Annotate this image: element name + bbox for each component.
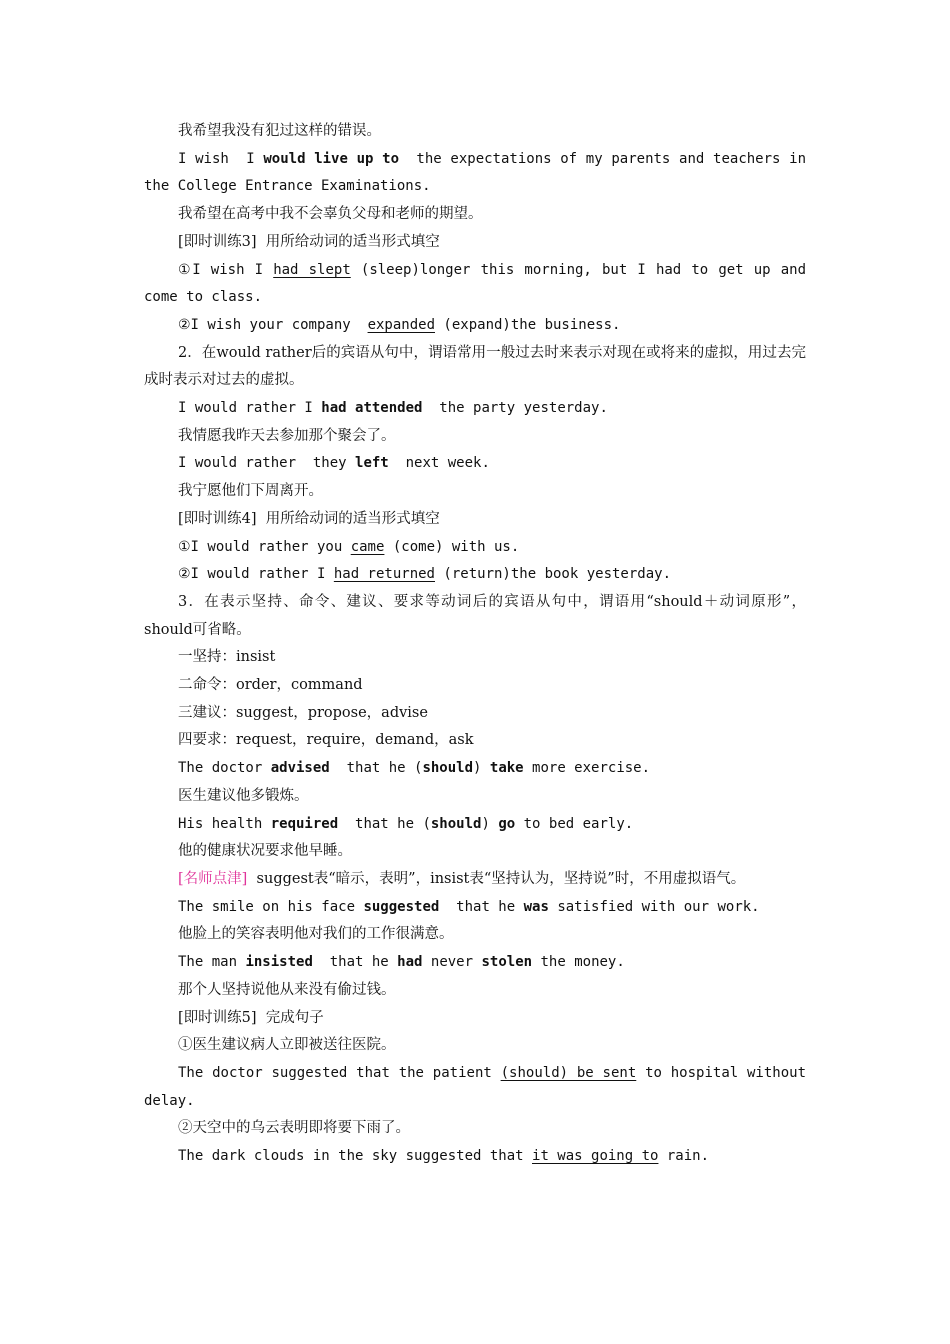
key-phrase: left bbox=[355, 455, 389, 472]
exercise-prompt: ②天空中的乌云表明即将要下雨了。 bbox=[178, 1120, 410, 1137]
translation-line: 他脸上的笑容表明他对我们的工作很满意。 bbox=[178, 926, 454, 943]
exercise-item: ①I wish I had slept (sleep)longer this morning, but I had to get up and come to class. bbox=[144, 261, 815, 306]
key-word: advised bbox=[270, 760, 330, 777]
translation-line: 我宁愿他们下周离开。 bbox=[178, 483, 323, 500]
verb-list-line: 一坚持：insist bbox=[178, 649, 276, 666]
exercise-item: The dark clouds in the sky suggested that it was going to rain. bbox=[178, 1148, 710, 1165]
exercise-item: The doctor suggested that the patient (should) be sent to hospital without delay. bbox=[144, 1064, 815, 1109]
key-word: suggested bbox=[363, 898, 440, 915]
exercise-heading: [即时训练3] 用所给动词的适当形式填空 bbox=[178, 233, 440, 250]
translation-line: 医生建议他多锻炼。 bbox=[178, 787, 309, 804]
example-sentence: I would rather I had attended the party yesterday. bbox=[178, 400, 608, 417]
key-word: insisted bbox=[245, 954, 313, 971]
answer-blank: expanded bbox=[367, 316, 435, 333]
key-word: go bbox=[498, 815, 516, 832]
key-word: should bbox=[422, 760, 474, 777]
teacher-tip: [名师点津] suggest表“暗示，表明”，insist表“坚持认为，坚持说”时，不用虚拟语气。 bbox=[178, 870, 746, 887]
grammar-rule: 3．在表示坚持、命令、建议、要求等动词后的宾语从句中，谓语用“should＋动词原形”，should可省略。 bbox=[144, 593, 806, 638]
example-sentence: The man insisted that he had never stolen the money. bbox=[178, 954, 625, 971]
key-phrase: had attended bbox=[321, 400, 423, 417]
exercise-heading: [即时训练5] 完成句子 bbox=[178, 1009, 324, 1026]
answer-blank: came bbox=[350, 538, 385, 555]
example-sentence: His health required that he (should) go to bed early. bbox=[178, 815, 634, 832]
key-word: should bbox=[430, 815, 482, 832]
translation-line: 他的健康状况要求他早睡。 bbox=[178, 843, 352, 860]
translation-line: 我情愿我昨天去参加那个聚会了。 bbox=[178, 427, 396, 444]
exercise-item: ②I would rather I had returned (return)the book yesterday. bbox=[178, 566, 672, 583]
translation-line: 我希望在高考中我不会辜负父母和老师的期望。 bbox=[178, 206, 483, 223]
example-sentence: I wish I would live up to the expectations of my parents and teachers in the College Entrance Examinations. bbox=[144, 150, 815, 195]
answer-blank: it was going to bbox=[532, 1148, 659, 1165]
exercise-item: ②I wish your company expanded (expand)the business. bbox=[178, 316, 621, 333]
answer-blank: had slept bbox=[273, 261, 351, 278]
verb-list-line: 三建议：suggest，propose，advise bbox=[178, 704, 428, 721]
key-phrase: would live up to bbox=[263, 150, 400, 167]
translation-line: 那个人坚持说他从来没有偷过钱。 bbox=[178, 981, 396, 998]
example-sentence: I would rather they left next week. bbox=[178, 455, 490, 472]
tip-label: [名师点津] bbox=[178, 870, 248, 887]
verb-list-line: 四要求：request，require，demand，ask bbox=[178, 732, 474, 749]
key-word: was bbox=[523, 898, 549, 915]
example-sentence: The smile on his face suggested that he was satisfied with our work. bbox=[178, 898, 760, 915]
grammar-rule: 2．在would rather后的宾语从句中，谓语常用一般过去时来表示对现在或将来的虚拟，用过去完成时表示对过去的虚拟。 bbox=[144, 344, 806, 389]
key-word: take bbox=[489, 760, 524, 777]
answer-blank: had returned bbox=[333, 566, 435, 583]
verb-list-line: 二命令：order，command bbox=[178, 677, 363, 694]
exercise-prompt: ①医生建议病人立即被送往医院。 bbox=[178, 1037, 396, 1054]
exercise-heading: [即时训练4] 用所给动词的适当形式填空 bbox=[178, 510, 440, 527]
example-sentence: The doctor advised that he (should) take more exercise. bbox=[178, 760, 651, 777]
key-word: stolen bbox=[481, 954, 533, 971]
key-word: had bbox=[397, 954, 423, 971]
translation-line: 我希望我没有犯过这样的错误。 bbox=[178, 123, 381, 139]
key-word: required bbox=[270, 815, 339, 832]
exercise-item: ①I would rather you came (come) with us. bbox=[178, 538, 520, 555]
document-page bbox=[144, 118, 815, 1171]
answer-blank: (should) be sent bbox=[500, 1064, 637, 1081]
